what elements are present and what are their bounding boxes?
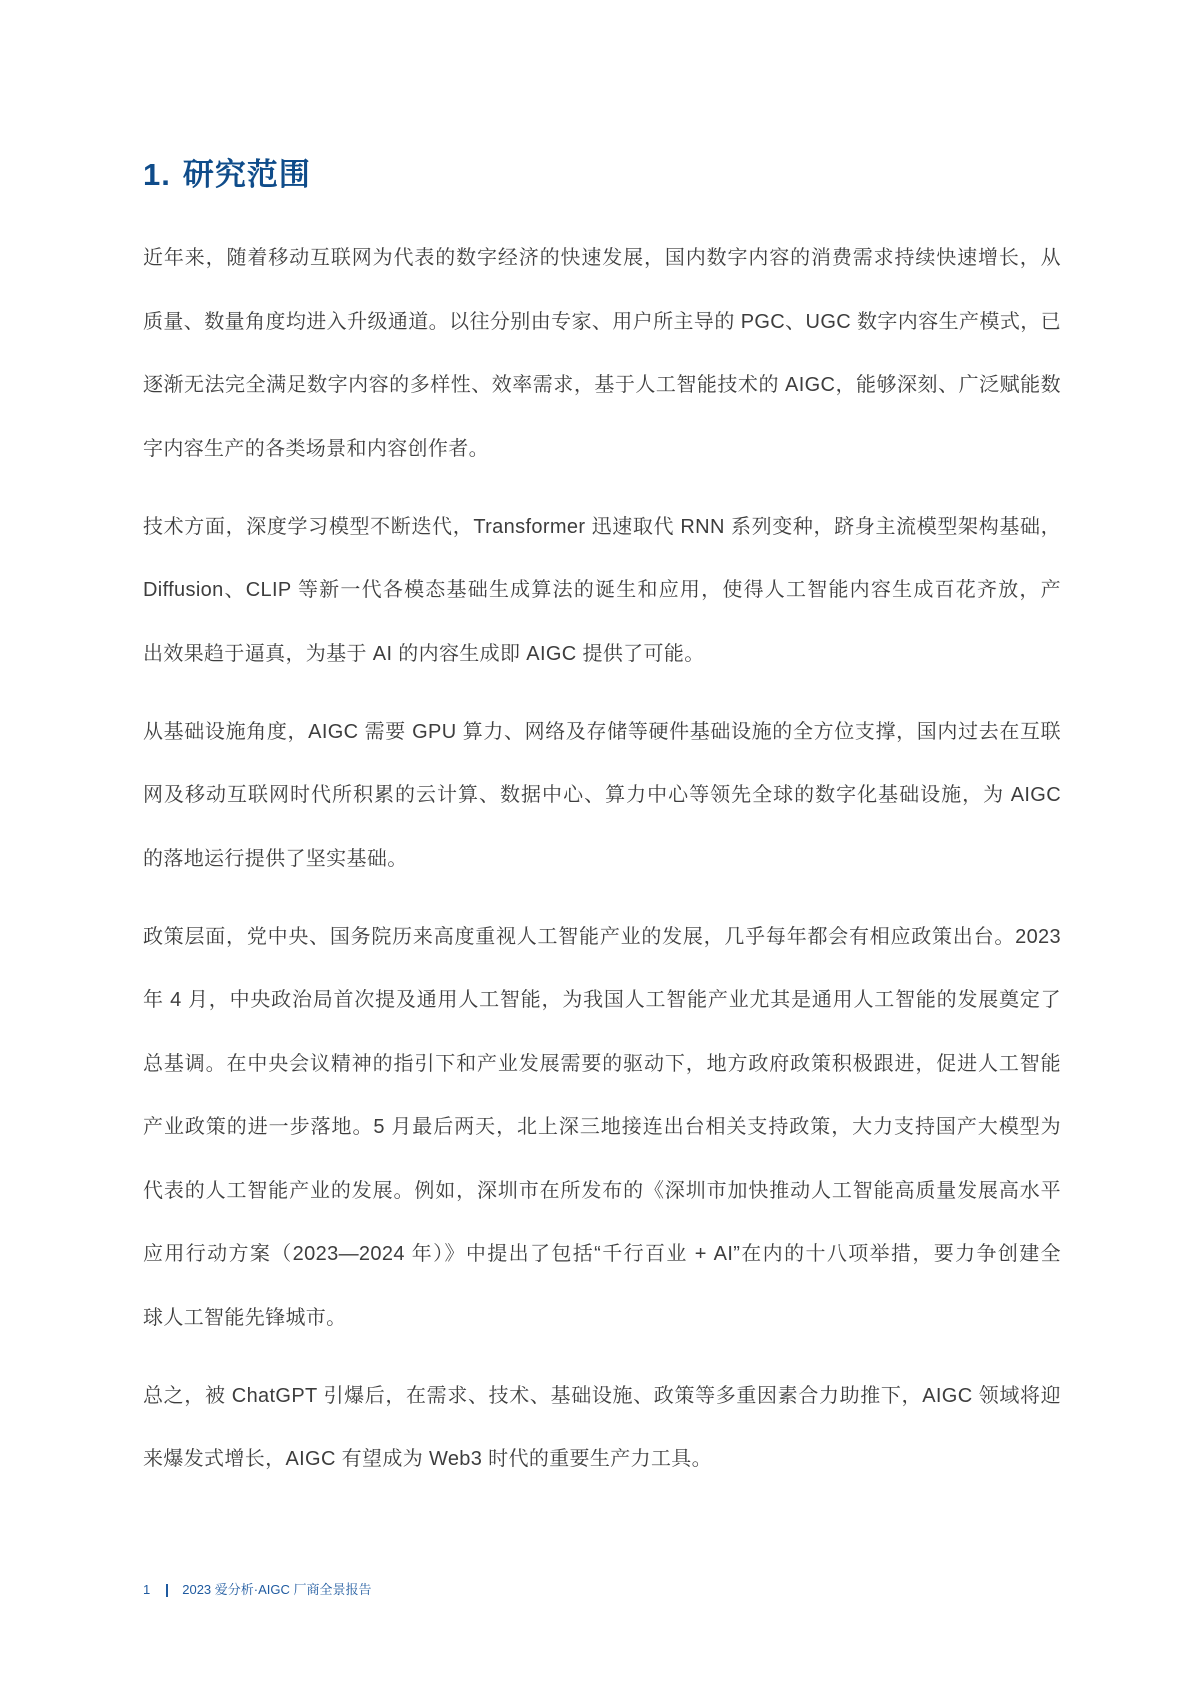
text-line: 网及移动互联网时代所积累的云计算、数据中心、算力中心等领先全球的数字化基础设施，为 AIGC xyxy=(143,784,1061,806)
text-line: 代表的人工智能产业的发展。例如，深圳市在所发布的《深圳市加快推动人工智能高质量发展高水平 xyxy=(143,1179,1061,1202)
text-line: 总基调。在中央会议精神的指引下和产业发展需要的驱动下，地方政府政策积极跟进，促进人工智能 xyxy=(143,1052,1061,1075)
report-title: 2023 爱分析·AIGC 厂商全景报告 xyxy=(182,1582,372,1597)
paragraph-infrastructure xyxy=(143,710,1063,901)
text-line: 来爆发式增长，AIGC 有望成为 Web3 时代的重要生产力工具。 xyxy=(143,1448,713,1470)
body-text xyxy=(143,236,1063,1515)
text-line: 产业政策的进一步落地。5 月最后两天，北上深三地接连出台相关支持政策，大力支持国产大模型为 xyxy=(143,1116,1061,1138)
paragraph-policy xyxy=(143,915,1063,1360)
text-line: 年 4 月，中央政治局首次提及通用人工智能，为我国人工智能产业尤其是通用人工智能的发展奠定了 xyxy=(143,989,1061,1011)
text-line: 球人工智能先锋城市。 xyxy=(143,1306,347,1329)
text-line: 技术方面，深度学习模型不断迭代，Transformer 迅速取代 RNN 系列变种，跻身主流模型架构基础， xyxy=(143,515,1061,538)
section-number: 1. xyxy=(143,157,171,192)
text-line: 字内容生产的各类场景和内容创作者。 xyxy=(143,437,489,460)
text-line: 应用行动方案（2023—2024 年）》中提出了包括“千行百业 + AI”在内的十八项举措，要力争创建全 xyxy=(143,1243,1061,1265)
page-footer xyxy=(143,1580,372,1600)
section-title: 研究范围 xyxy=(182,157,311,192)
text-line: 逐渐无法完全满足数字内容的多样性、效率需求，基于人工智能技术的 AIGC，能够深刻、广泛赋能数 xyxy=(143,374,1061,396)
paragraph-demand xyxy=(143,236,1063,490)
text-line: 政策层面，党中央、国务院历来高度重视人工智能产业的发展，几乎每年都会有相应政策出台。2023 xyxy=(143,925,1061,948)
footer-divider xyxy=(166,1584,168,1597)
text-line: 出效果趋于逼真，为基于 AI 的内容生成即 AIGC 提供了可能。 xyxy=(143,642,705,665)
page-number: 1 xyxy=(143,1582,151,1597)
text-line: 总之，被 ChatGPT 引爆后，在需求、技术、基础设施、政策等多重因素合力助推下，AIGC 领域将迎 xyxy=(143,1384,1061,1407)
text-line: 近年来，随着移动互联网为代表的数字经济的快速发展，国内数字内容的消费需求持续快速增长，从 xyxy=(143,247,1061,269)
text-line: 质量、数量角度均进入升级通道。以往分别由专家、用户所主导的 PGC、UGC 数字内容生产模式，已 xyxy=(143,310,1061,333)
text-line: Diffusion、CLIP 等新一代各模态基础生成算法的诞生和应用，使得人工智能内容生成百花齐放，产 xyxy=(143,579,1061,601)
paragraph-technology xyxy=(143,505,1063,696)
section-heading xyxy=(143,153,311,197)
paragraph-conclusion xyxy=(143,1374,1063,1501)
text-line: 的落地运行提供了坚实基础。 xyxy=(143,847,408,870)
text-line: 从基础设施角度，AIGC 需要 GPU 算力、网络及存储等硬件基础设施的全方位支撑，国内过去在互联 xyxy=(143,720,1061,743)
